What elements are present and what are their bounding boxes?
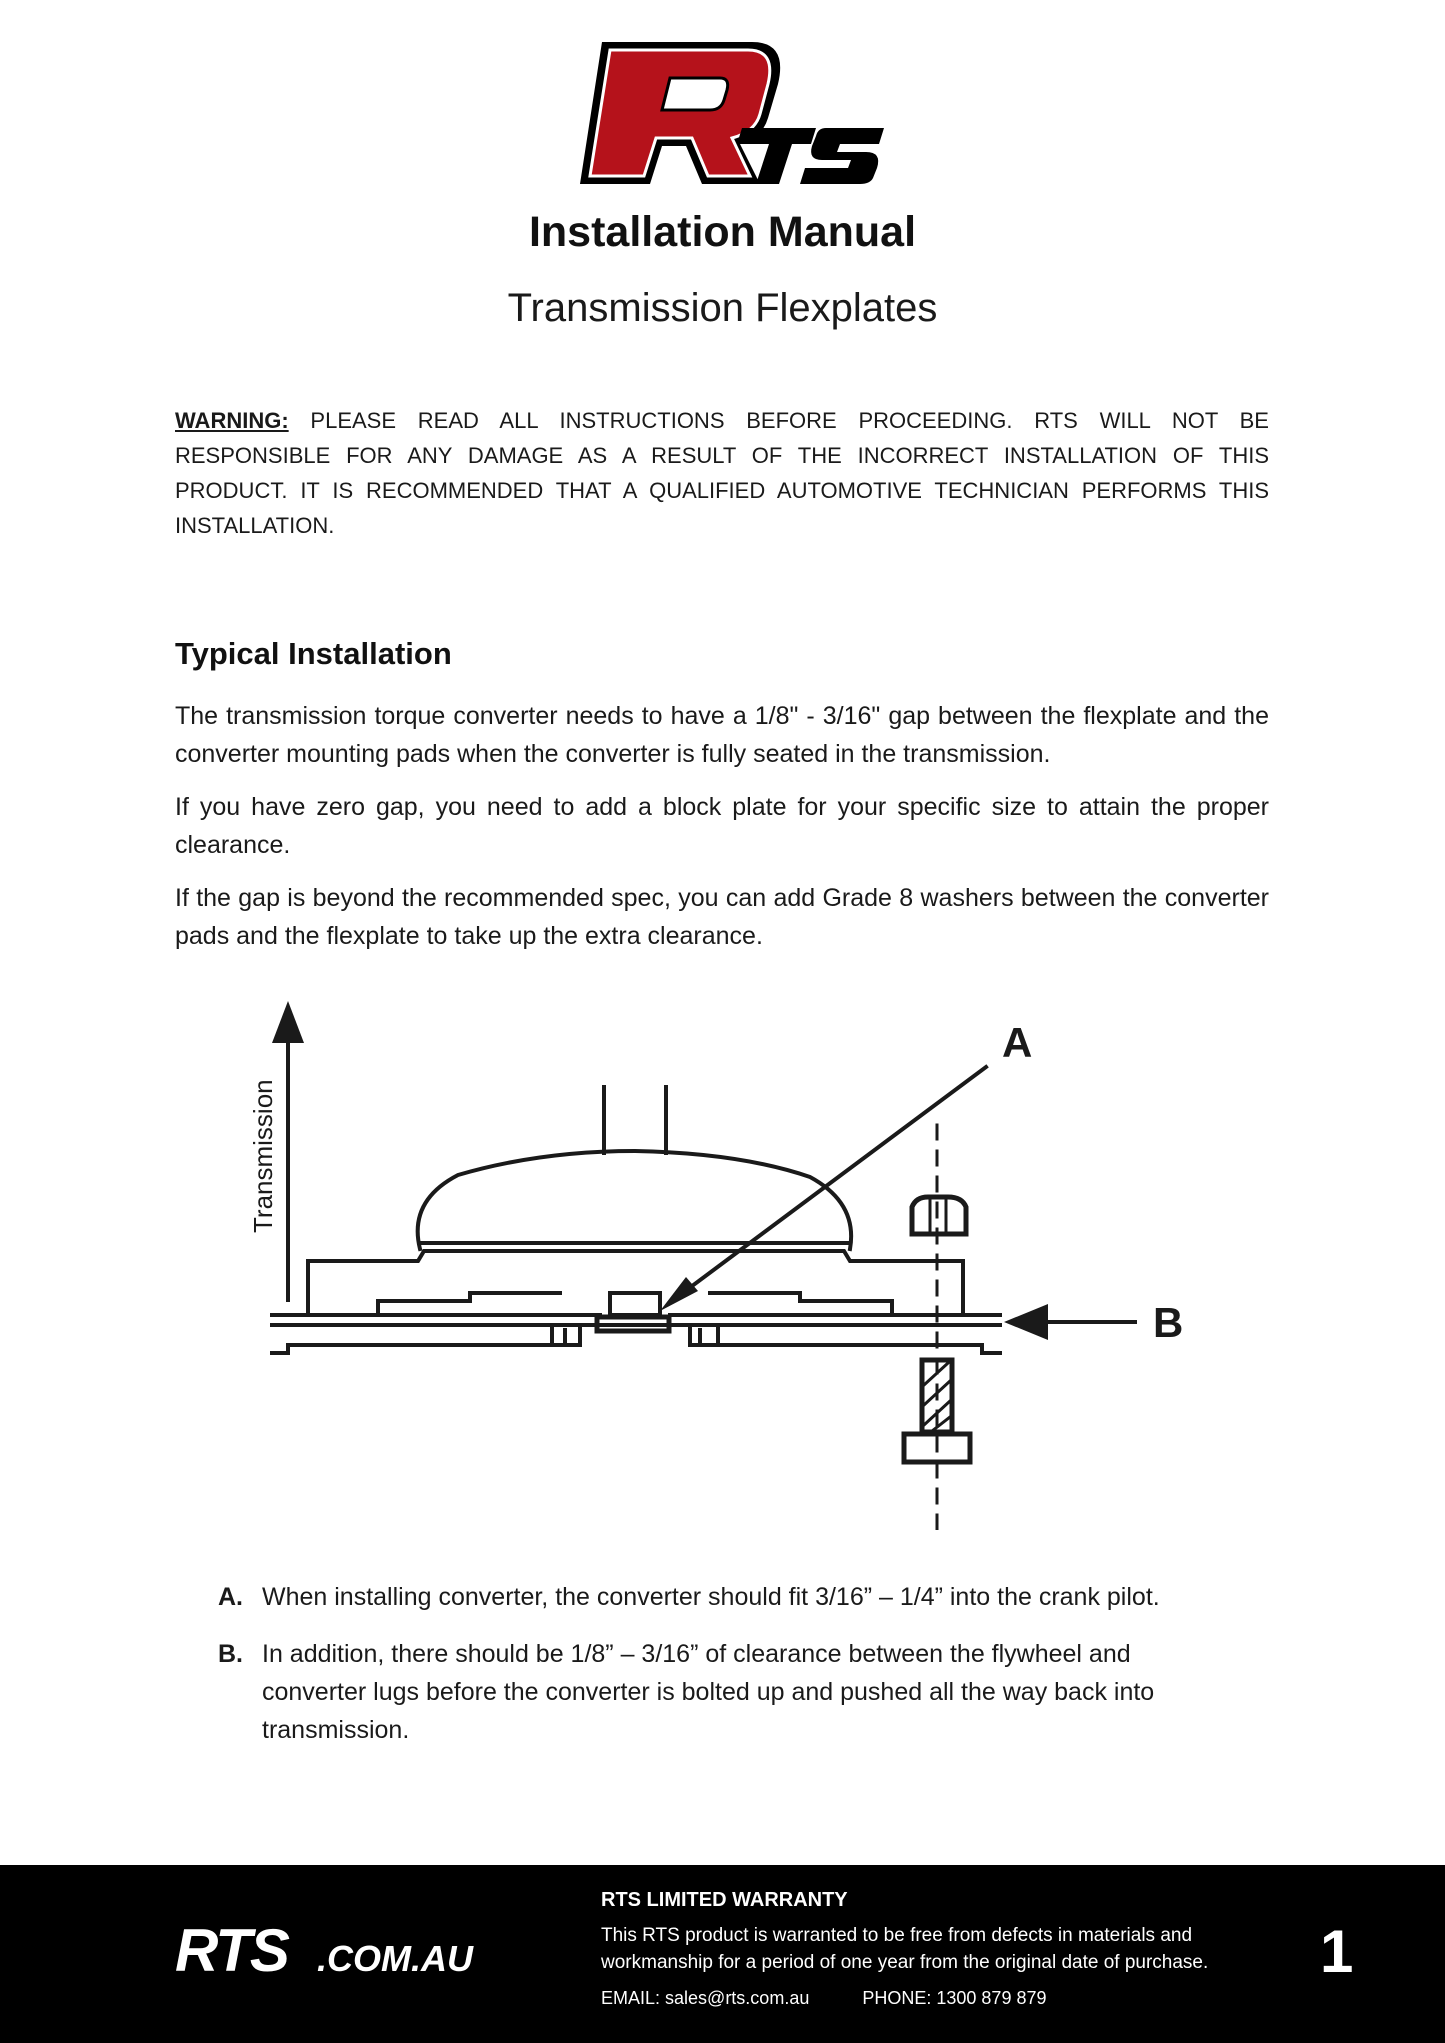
callout-b-label: B	[1153, 1299, 1184, 1346]
warranty-title: RTS LIMITED WARRANTY	[601, 1889, 848, 1911]
list-item	[218, 1635, 1238, 1749]
converter-body	[308, 1251, 963, 1313]
axis-label: Transmission	[248, 1079, 278, 1233]
pilot-block	[610, 1293, 660, 1315]
page-subtitle: Transmission Flexplates	[507, 286, 938, 330]
page-number: 1	[1320, 1918, 1354, 1985]
converter-step	[378, 1293, 560, 1313]
bolt-thread	[932, 1417, 950, 1431]
paragraph: If the gap is beyond the recommended spec, you can add Grade 8 washers between the converter pads and the flexplate to take up the extra clearance.	[175, 884, 1269, 950]
list-item	[218, 1578, 1238, 1616]
note-key: B.	[218, 1640, 243, 1668]
email-text: EMAIL: sales@rts.com.au	[601, 1988, 810, 2008]
nut-icon	[912, 1197, 966, 1234]
footer-logo	[175, 1919, 510, 1985]
note-text: When installing converter, the converter should fit 3/16” – 1/4” into the crank pilot.	[262, 1583, 1160, 1611]
page-title: Installation Manual	[528, 208, 917, 256]
warning-notice	[175, 403, 1269, 543]
section-body	[175, 697, 1269, 970]
mounting-pad	[690, 1325, 718, 1345]
warning-label: WARNING:	[175, 408, 289, 433]
crank-flange	[272, 1330, 565, 1353]
callout-a-label: A	[1002, 1019, 1033, 1066]
section-heading: Typical Installation	[175, 636, 452, 671]
warranty-text: This RTS product is warranted to be free from defects in materials and workmanship for a period of one year from the original date of purchase.	[601, 1925, 1209, 1973]
crank-flange	[700, 1330, 1000, 1353]
phone-text: PHONE: 1300 879 879	[862, 1988, 1047, 2008]
page-footer	[0, 1865, 1445, 2043]
notes-list	[218, 1578, 1238, 1768]
rts-logo	[570, 34, 885, 192]
converter-step	[710, 1293, 892, 1313]
installation-diagram	[240, 985, 1200, 1530]
warranty-block	[601, 1889, 1251, 2009]
svg-text:.COM.AU: .COM.AU	[317, 1938, 473, 1979]
transmission-axis-arrowhead	[272, 1001, 304, 1043]
contact-line	[601, 1988, 1251, 2009]
paragraph: If you have zero gap, you need to add a block plate for your specific size to attain the proper clearance.	[175, 793, 1269, 859]
note-text: In addition, there should be 1/8” – 3/16” of clearance between the flywheel and converter lugs before the converter is bolted up and pushed all the way back into transmission.	[262, 1640, 1155, 1744]
paragraph: The transmission torque converter needs to have a 1/8" - 3/16" gap between the flexplate and the converter mounting pads when the converter is fully seated in the transmission.	[175, 702, 1269, 768]
arrow-b-arrowhead	[1004, 1304, 1048, 1340]
arrow-a-arrowhead	[660, 1277, 698, 1311]
warning-text: PLEASE READ ALL INSTRUCTIONS BEFORE PROCEEDING. RTS WILL NOT BE RESPONSIBLE FOR ANY DAMAGE AS A RESULT OF THE INCORRECT INSTALLATION OF THIS PRODUCT. IT IS RECOMMENDED THAT A QUALIFIED AUTOMOTIVE TECHNICIAN PERFORMS THIS INSTALLATION.	[175, 408, 1269, 538]
svg-text:RTS: RTS	[175, 1919, 288, 1984]
note-key: A.	[218, 1583, 243, 1611]
converter-dome	[418, 1151, 851, 1249]
